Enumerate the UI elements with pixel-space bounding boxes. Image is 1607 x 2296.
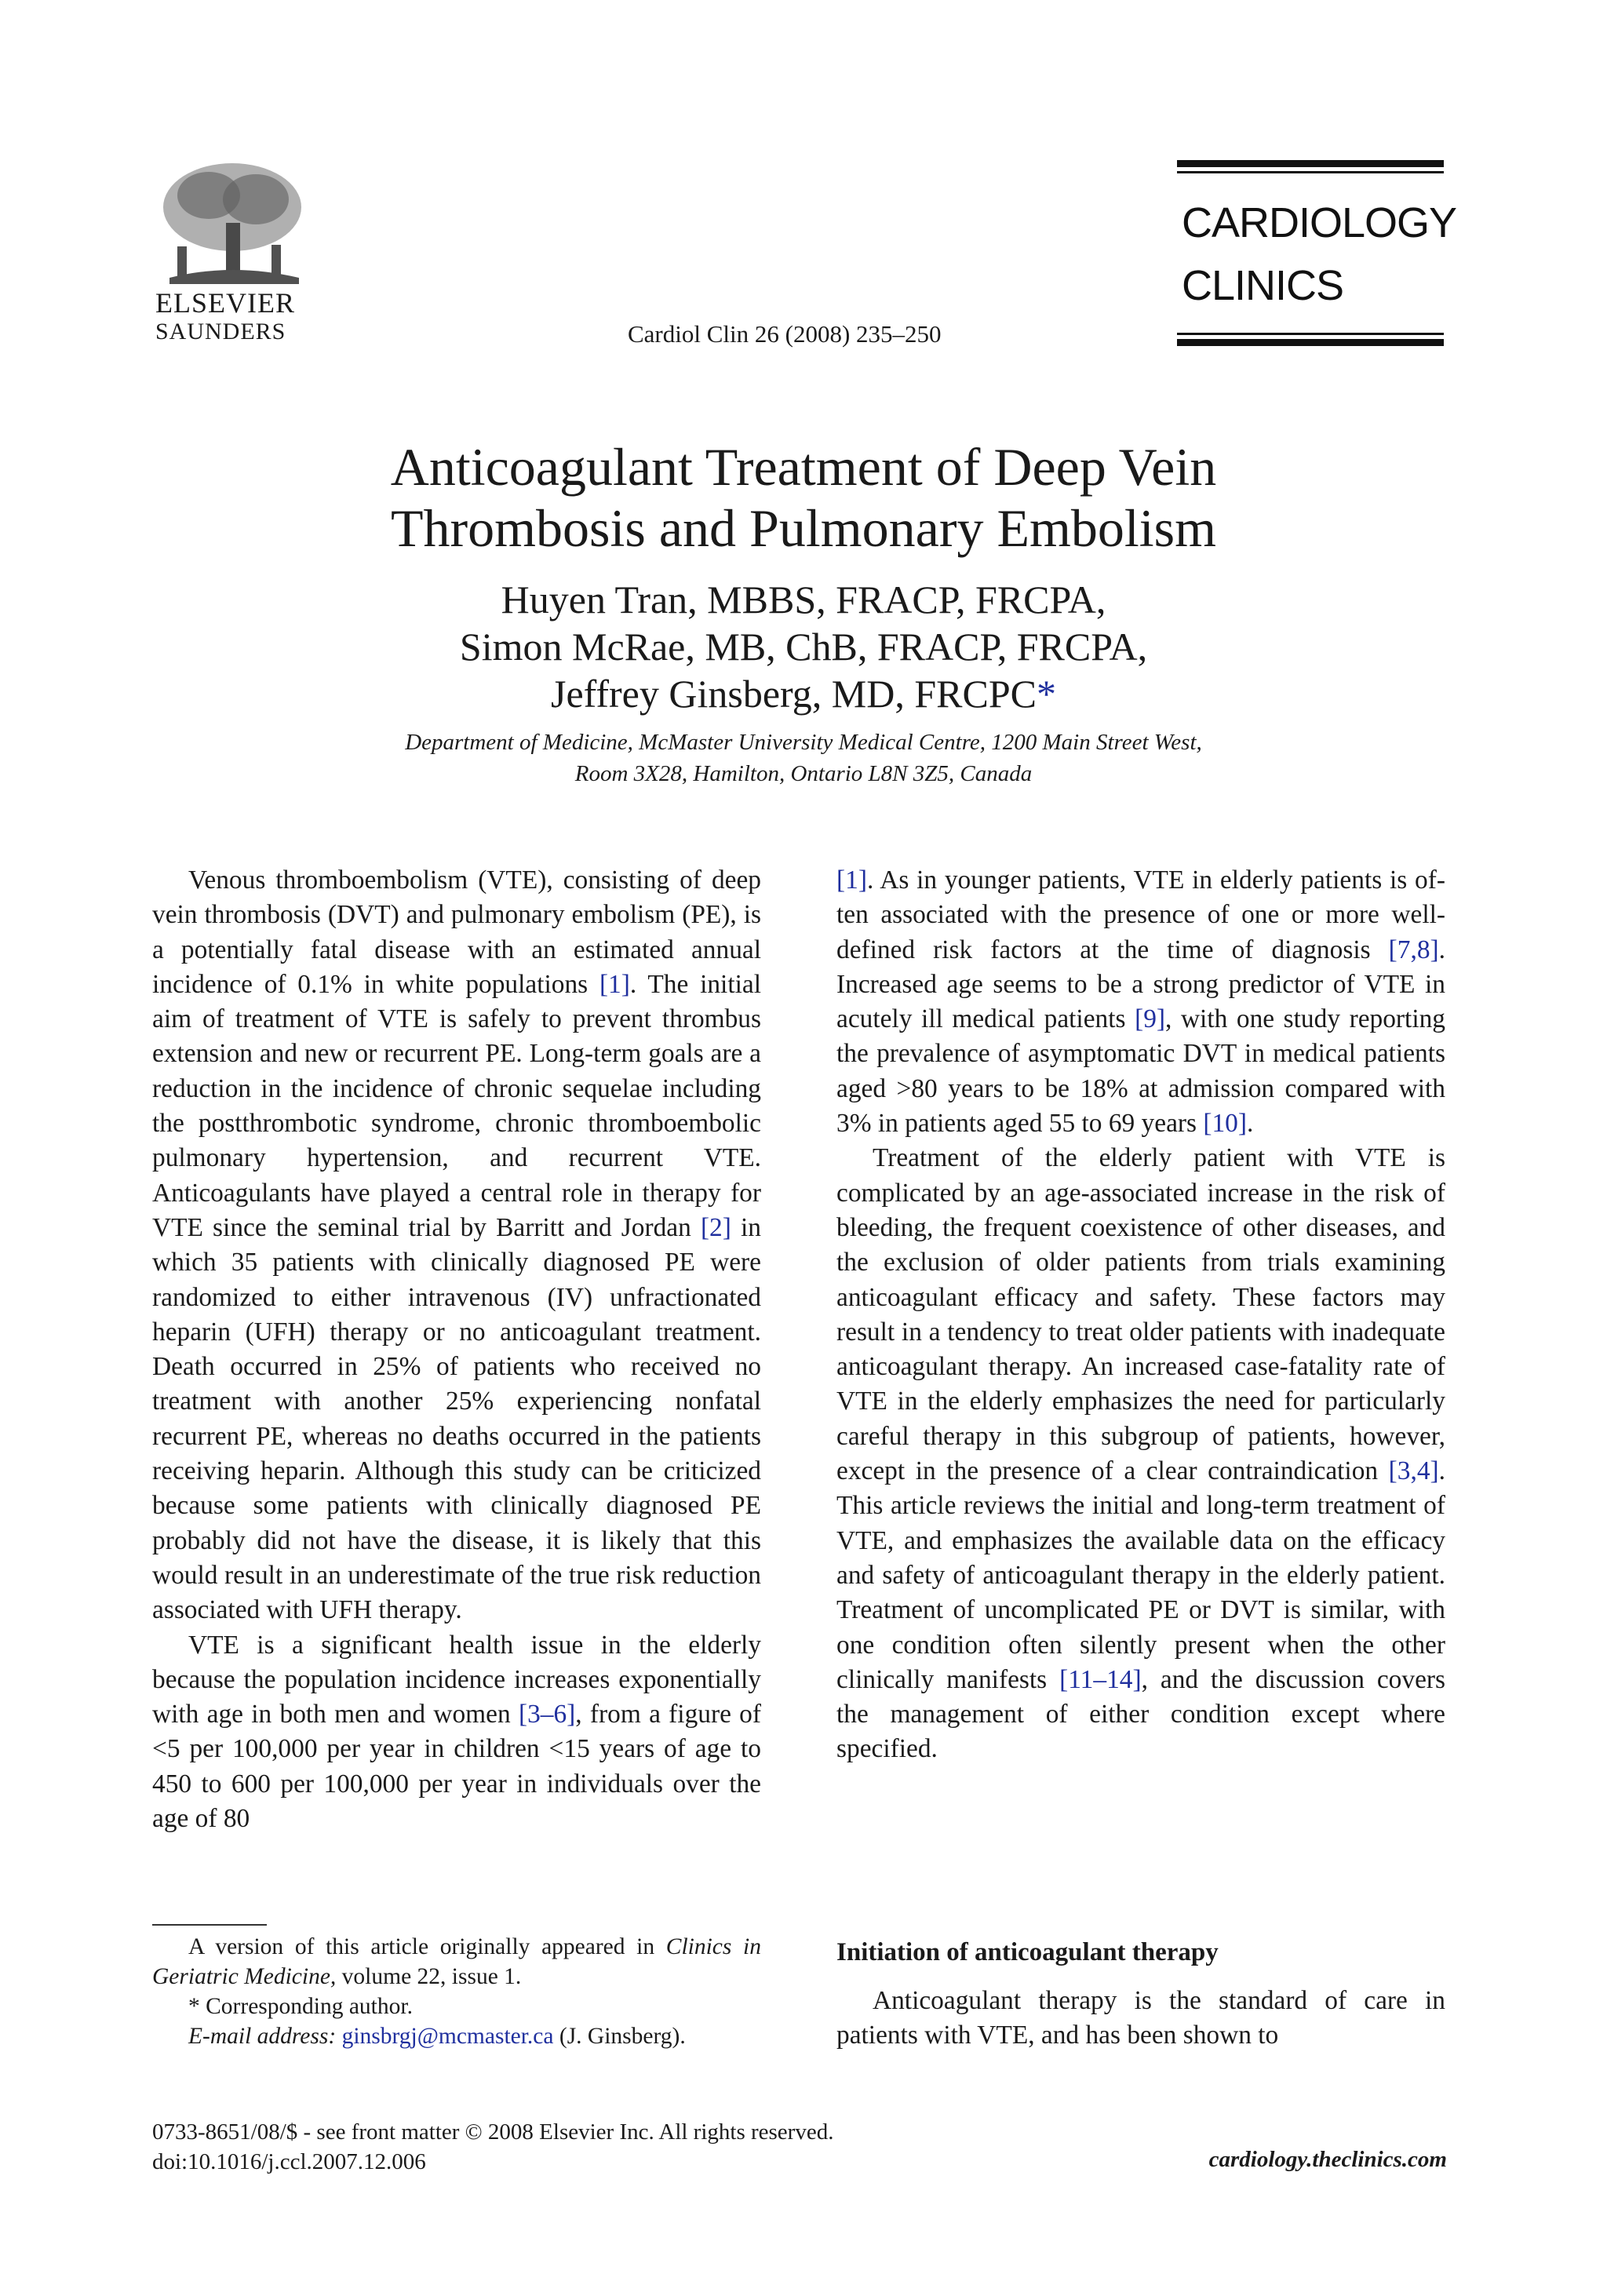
text-run: . This article reviews the initial and long-term treatment of VTE, and emphasizes the available data on the efficacy and safety of anticoagulant therapy in the elderly patient. Treatment of uncomplicated PE or DVT is similar, with one condition often silently present when the other clinically manifests	[836, 1456, 1445, 1694]
title-line-2: Thrombosis and Pulmonary Embolism	[390, 498, 1217, 558]
paragraph-4: Anticoagulant therapy is the standard of care in patients with VTE, and has been shown to	[836, 1986, 1445, 2050]
reference-link[interactable]: [2]	[700, 1212, 731, 1242]
article-title	[0, 436, 1607, 559]
journal-rule	[1177, 171, 1444, 173]
text-run: .	[1247, 1109, 1254, 1139]
issn-copyright: 0733-8651/08/$ - see front matter © 2008 Elsevier Inc. All rights reserved.	[152, 2119, 834, 2145]
footnote-corresponding: * Corresponding author.	[188, 1994, 413, 2019]
section-paragraph	[836, 1984, 1445, 2054]
publisher-logo-word-2: SAUNDERS	[155, 319, 286, 344]
author-1: Huyen Tran, MBBS, FRACP, FRCPA,	[501, 578, 1106, 621]
footnote-divider	[152, 1924, 267, 1926]
journal-name	[1182, 191, 1456, 317]
reference-link[interactable]: [11–14]	[1059, 1664, 1142, 1694]
reference-link[interactable]: [7,8]	[1388, 935, 1439, 964]
doi: doi:10.1016/j.ccl.2007.12.006	[152, 2149, 426, 2174]
text-run: (J. Ginsberg).	[553, 2024, 686, 2049]
title-line-1: Anticoagulant Treatment of Deep Vein	[390, 437, 1217, 497]
text-run: Treatment of the elderly patient with VTE is complicated by an age-associated increase in the risk of bleeding, the frequent coexistence of other diseases, and the exclusion of older patients from trials examining anticoagulant efficacy and safety. These factors may result in a tendency to treat older patients with inadequate anticoagulant therapy. An increased case-fatality rate of VTE in the elderly emphasizes the need for particularly careful therapy in this subgroup of patients, however, except in the presence of a clear contraindication	[836, 1143, 1445, 1486]
corresponding-author-mark[interactable]: *	[1037, 672, 1057, 716]
text-run: , and the discussion covers the management of either condition except where specified.	[836, 1664, 1446, 1764]
text-run: in which 35 patients with clinically diagnosed PE were randomized to either intravenous (IV) unfractionated heparin (UFH) therapy or no anticoagulant treatment. Death occurred in 25% of patients who received no treatment with another 25% experiencing nonfatal recurrent PE, whereas no deaths occurred in the patients receiving heparin. Although this study can be criticized because some patients with clinically diagnosed PE probably did not have the disease, it is likely that this would result in an underestimate of the true risk reduction associated with UFH therapy.	[152, 1212, 761, 1625]
paragraph-2-continued	[836, 863, 1445, 1141]
reference-link[interactable]: [10]	[1203, 1109, 1247, 1139]
paragraph-1	[152, 863, 761, 1628]
publisher-logo-word-1: ELSEVIER	[155, 287, 295, 319]
affiliation	[0, 727, 1607, 789]
journal-name-line-1: CARDIOLOGY	[1182, 199, 1457, 246]
text-run: . Increased age seems to be a strong predictor of VTE in acutely ill medical patients	[836, 935, 1445, 1034]
text-run: . As in younger patients, VTE in elderly patients is often associated with the presence of one or more well-defined risk factors at the time of diagnosis	[836, 866, 1445, 964]
author-3-name: Jeffrey Ginsberg, MD, FRCPC	[550, 672, 1037, 716]
text-run: Venous thromboembolism (VTE), consisting of deep vein thrombosis (DVT) and pulmonary embolism (PE), is a potentially fatal disease with an estimated annual incidence of 0.1% in white populations	[152, 866, 761, 999]
text-run: . The initial aim of treatment of VTE is safely to prevent thrombus extension and new or recurrent PE. Long-term goals are a reduction in the incidence of chronic sequelae including the postthrombotic syndrome, chronic thromboembolic pulmonary hypertension, and recurrent VTE. Anticoagulants have played a central role in therapy for VTE since the seminal trial by Barritt and Jordan	[152, 969, 761, 1242]
text-run: A version of this article originally appeared in	[188, 1934, 666, 1959]
text-run: volume 22, issue 1.	[336, 1964, 522, 1989]
paragraph-2	[152, 1628, 761, 1837]
section-heading: Initiation of anticoagulant therapy	[836, 1938, 1219, 1966]
text-run: , with one study reporting the prevalence of asymptomatic DVT in medical patients aged >80 years to be 18% at admission compared with 3% in patients aged 55 to 69 years	[836, 1004, 1445, 1139]
journal-rule	[1177, 339, 1444, 346]
affiliation-line-2: Room 3X28, Hamilton, Ontario L8N 3Z5, Canada	[574, 761, 1033, 786]
author-2: Simon McRae, MB, ChB, FRACP, FRCPA,	[459, 625, 1148, 669]
text-run: VTE is a significant health issue in the elderly because the population incidence increases exponentially with age in both men and women	[152, 1630, 761, 1729]
body-column-left	[152, 863, 761, 1836]
reference-link[interactable]: [9]	[1135, 1004, 1166, 1034]
email-link[interactable]: ginsbrgj@mcmaster.ca	[341, 2024, 554, 2049]
reference-link[interactable]: [1]	[599, 969, 630, 999]
paragraph-3	[836, 1141, 1445, 1766]
author-list	[0, 576, 1607, 717]
text-run: , from a figure of <5 per 100,000 per year in children <15 years of age to 450 to 600 per 100,000 per year in individuals over the age of 80	[152, 1700, 761, 1834]
email-label: E-mail address:	[188, 2024, 337, 2049]
reference-link[interactable]: [3,4]	[1388, 1456, 1439, 1486]
reference-link[interactable]: [3–6]	[518, 1700, 576, 1729]
footnotes	[152, 1932, 761, 2051]
journal-website[interactable]: cardiology.theclinics.com	[1208, 2147, 1447, 2172]
journal-rule	[1177, 333, 1444, 335]
journal-reference: Clinics in Geriatric Medicine,	[152, 1934, 761, 1989]
journal-rule	[1177, 160, 1444, 167]
reference-link[interactable]: [1]	[836, 866, 867, 895]
author-3	[0, 670, 1607, 717]
copyright-block	[152, 2117, 833, 2177]
footnote-origin	[152, 1932, 761, 1992]
journal-citation: Cardiol Clin 26 (2008) 235–250	[628, 320, 942, 348]
journal-name-line-2: CLINICS	[1182, 262, 1344, 309]
footnote-email	[152, 2021, 761, 2051]
body-column-right	[836, 863, 1445, 1767]
affiliation-line-1: Department of Medicine, McMaster University Medical Centre, 1200 Main Street West,	[405, 730, 1202, 755]
